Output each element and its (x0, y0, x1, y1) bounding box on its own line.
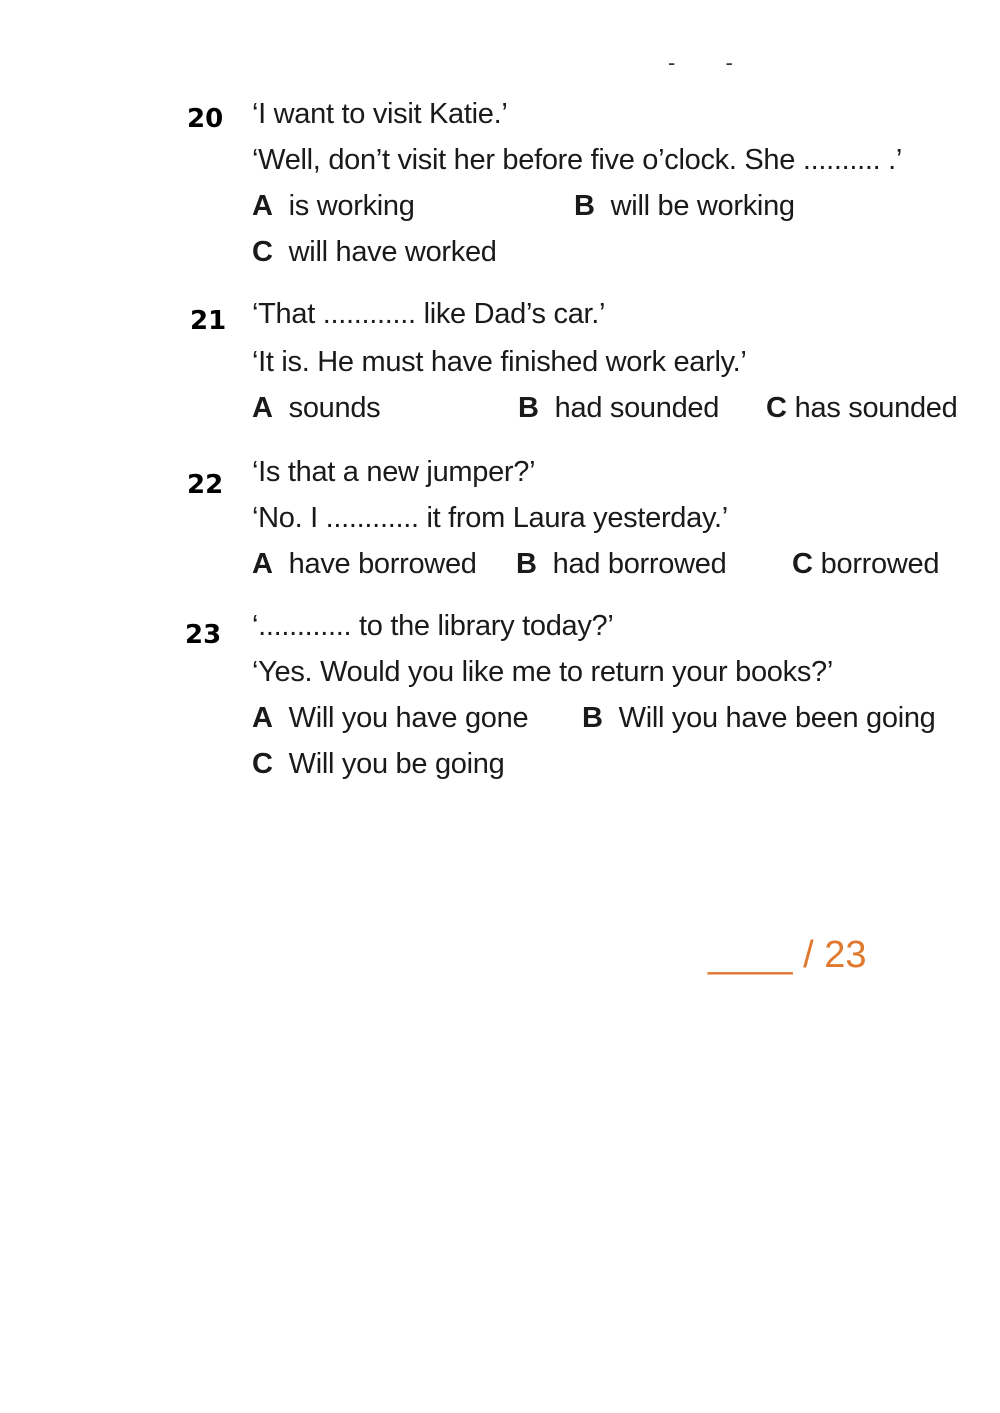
option-letter: B (582, 702, 603, 734)
option-letter: A (252, 548, 273, 580)
option-b[interactable] (574, 190, 795, 223)
option-text: Will you be going (288, 748, 505, 780)
question-number: 22 (187, 470, 224, 500)
option-text: Will you have been going (618, 702, 936, 734)
option-letter: C (252, 748, 273, 780)
question-line: ‘Well, don’t visit her before five o’clock. She .......... .’ (252, 144, 903, 176)
question-line: ‘Is that a new jumper?’ (252, 456, 536, 488)
option-a[interactable] (252, 548, 477, 581)
option-text: will have worked (288, 236, 497, 268)
option-c[interactable] (766, 392, 957, 425)
question-number: 23 (185, 620, 222, 650)
option-letter: C (766, 392, 787, 424)
option-text: is working (288, 190, 415, 222)
option-a[interactable] (252, 702, 528, 735)
question-line: ‘It is. He must have finished work early.’ (252, 346, 747, 378)
score-total: ____ / 23 (708, 934, 867, 976)
option-c[interactable] (252, 748, 504, 781)
option-text: will be working (610, 190, 795, 222)
option-letter: C (252, 236, 273, 268)
option-letter: B (518, 392, 539, 424)
option-b[interactable] (518, 392, 719, 425)
option-a[interactable] (252, 392, 380, 425)
option-letter: B (574, 190, 595, 222)
option-letter: A (252, 392, 273, 424)
option-letter: B (516, 548, 537, 580)
option-letter: A (252, 190, 273, 222)
question-number: 21 (190, 306, 227, 336)
option-text: had borrowed (552, 548, 727, 580)
option-letter: A (252, 702, 273, 734)
option-letter: C (792, 548, 813, 580)
question-line: ‘No. I ............ it from Laura yesterday.’ (252, 502, 728, 534)
option-text: borrowed (820, 548, 940, 580)
question-line: ‘Yes. Would you like me to return your books?’ (252, 656, 834, 688)
page-header-marks: - - (668, 50, 755, 75)
option-text: has sounded (794, 392, 958, 424)
option-text: had sounded (554, 392, 720, 424)
option-c[interactable] (252, 236, 497, 269)
option-c[interactable] (792, 548, 939, 581)
question-number: 20 (187, 104, 224, 134)
question-line: ‘I want to visit Katie.’ (252, 98, 508, 130)
option-b[interactable] (516, 548, 726, 581)
option-b[interactable] (582, 702, 936, 735)
option-a[interactable] (252, 190, 415, 223)
question-line: ‘............ to the library today?’ (252, 610, 614, 642)
option-text: sounds (288, 392, 381, 424)
question-line: ‘That ............ like Dad’s car.’ (252, 298, 606, 330)
option-text: have borrowed (288, 548, 477, 580)
option-text: Will you have gone (288, 702, 529, 734)
